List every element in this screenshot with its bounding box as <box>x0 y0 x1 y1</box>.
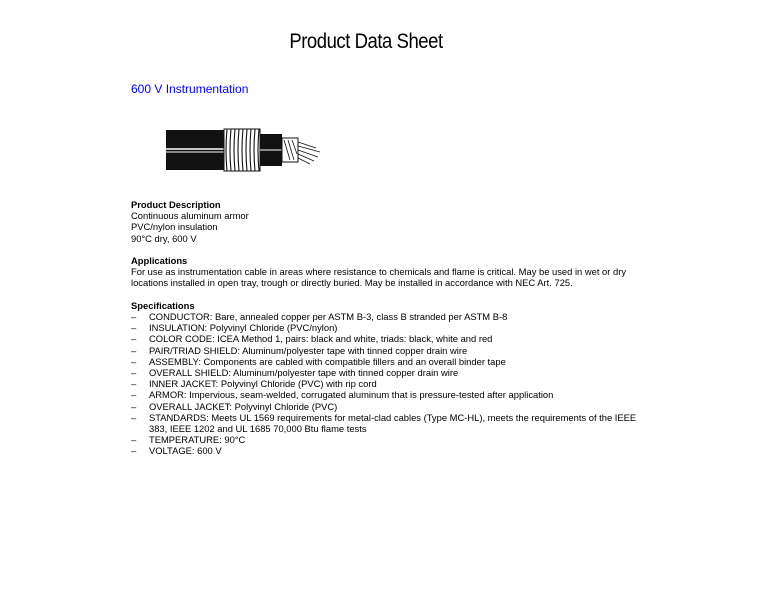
product-description-line: Continuous aluminum armor <box>131 210 249 222</box>
spec-text: VOLTAGE: 600 V <box>149 445 222 457</box>
product-subtitle: 600 V Instrumentation <box>131 82 249 96</box>
spec-text: ASSEMBLY: Components are cabled with compatible fillers and an overall binder tape <box>149 355 506 367</box>
document-body <box>131 199 651 468</box>
dash-bullet: – <box>131 355 137 367</box>
dash-bullet: – <box>131 367 137 379</box>
spec-text: INNER JACKET: Polyvinyl Chloride (PVC) with rip cord <box>149 378 377 390</box>
spec-item <box>131 311 651 322</box>
spec-text: ARMOR: Impervious, seam-welded, corrugated aluminum that is pressure-tested after application <box>149 389 554 401</box>
armored-cable-illustration <box>166 128 326 172</box>
spec-item <box>131 412 651 434</box>
applications-text: For use as instrumentation cable in areas where resistance to chemicals and flame is critical. May be used in wet or dry locations installed in open tray, trough or directly buried. May be installed in accordance with NEC Art. 725. <box>131 266 627 289</box>
product-description-line: PVC/nylon insulation <box>131 221 218 233</box>
product-description-line: 90°C dry, 600 V <box>131 232 197 244</box>
spec-text: CONDUCTOR: Bare, annealed copper per ASTM B-3, class B stranded per ASTM B-8 <box>149 311 508 322</box>
spec-text: TEMPERATURE: 90°C <box>149 434 246 446</box>
spec-item <box>131 322 651 333</box>
dash-bullet: – <box>131 445 137 457</box>
page-title: Product Data Sheet <box>289 30 443 53</box>
spec-item <box>131 389 651 400</box>
dash-bullet: – <box>131 333 137 345</box>
specifications-section <box>131 300 651 457</box>
product-description-heading: Product Description <box>131 199 221 210</box>
spec-item <box>131 401 651 412</box>
specifications-heading: Specifications <box>131 299 195 311</box>
dash-bullet: – <box>131 344 137 356</box>
spec-text: INSULATION: Polyvinyl Chloride (PVC/nylon) <box>149 322 338 334</box>
spec-item <box>131 356 651 367</box>
specifications-list <box>131 311 651 457</box>
applications-section <box>131 255 651 289</box>
dash-bullet: – <box>131 378 137 390</box>
spec-text: COLOR CODE: ICEA Method 1, pairs: black and white, triads: black, white and red <box>149 333 493 345</box>
spec-item <box>131 367 651 378</box>
applications-heading: Applications <box>131 255 188 266</box>
dash-bullet: – <box>131 400 137 412</box>
spec-text: OVERALL JACKET: Polyvinyl Chloride (PVC) <box>149 400 338 412</box>
spec-text: PAIR/TRIAD SHIELD: Aluminum/polyester tape with tinned copper drain wire <box>149 344 468 356</box>
spec-item <box>131 333 651 344</box>
dash-bullet: – <box>131 411 137 423</box>
spec-item <box>131 345 651 356</box>
spec-text: STANDARDS: Meets UL 1569 requirements for metal-clad cables (Type MC-HL), meets the requirements of the IEEE 383, IEEE 1202 and UL 1685 70,000 Btu flame tests <box>149 411 637 435</box>
spec-item <box>131 434 651 445</box>
dash-bullet: – <box>131 434 137 446</box>
dash-bullet: – <box>131 322 137 334</box>
spec-item <box>131 445 651 456</box>
spec-text: OVERALL SHIELD: Aluminum/polyester tape with tinned copper drain wire <box>149 367 459 379</box>
product-description-section <box>131 199 651 244</box>
spec-item <box>131 378 651 389</box>
dash-bullet: – <box>131 389 137 401</box>
dash-bullet: – <box>131 311 137 322</box>
